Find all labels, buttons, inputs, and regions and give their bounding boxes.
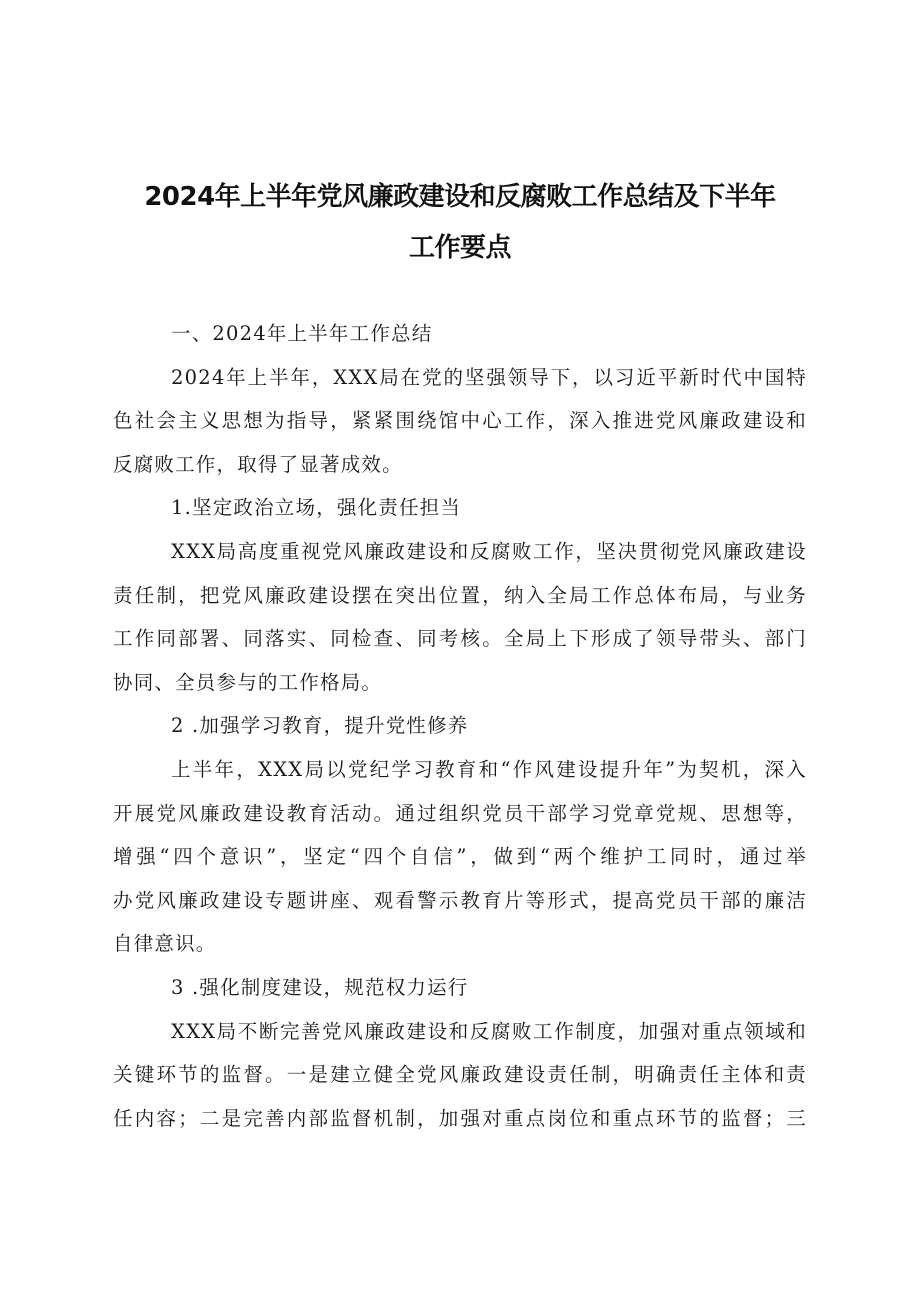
text-line: 开展党风廉政建设教育活动。通过组织党员干部学习党章党规、思想等， bbox=[113, 801, 807, 825]
text-line: 一、2024年上半年工作总结 bbox=[171, 322, 433, 345]
text-line: XXX局不断完善党风廉政建设和反腐败工作制度，加强对重点领域和 bbox=[171, 1019, 807, 1043]
text-line: 关键环节的监督。一是建立健全党风廉政建设责任制，明确责任主体和责 bbox=[113, 1063, 807, 1087]
text-line: 2 .加强学习教育，提升党性修养 bbox=[171, 714, 469, 738]
text-line: 2024年上半年，XXX局在党的坚强领导下，以习近平新时代中国特 bbox=[171, 365, 807, 389]
text-line: 反腐败工作，取得了显著成效。 bbox=[113, 452, 403, 476]
document-body bbox=[113, 312, 807, 1140]
text-line: 1.坚定政治立场，强化责任担当 bbox=[171, 496, 462, 520]
text-line: 协同、全员参与的工作格局。 bbox=[113, 670, 383, 694]
text-line: XXX局高度重视党风廉政建设和反腐败工作，坚决贯彻党风廉政建设 bbox=[171, 539, 807, 563]
text-line: 色社会主义思想为指导，紧紧围绕馆中心工作，深入推进党风廉政建设和 bbox=[113, 409, 807, 433]
text-line: 上半年，XXX局以党纪学习教育和“作风建设提升年”为契机，深入 bbox=[171, 757, 807, 781]
text-line: 增强“四个意识”，坚定“四个自信”，做到“两个维护工同时，通过举 bbox=[113, 845, 807, 869]
document-title-line-1: 2024年上半年党风廉政建设和反腐败工作总结及下半年 bbox=[144, 182, 776, 212]
text-line: 3 .强化制度建设，规范权力运行 bbox=[171, 975, 469, 999]
text-line: 责任制，把党风廉政建设摆在突出位置，纳入全局工作总体布局，与业务 bbox=[113, 583, 807, 607]
text-line: 自律意识。 bbox=[113, 932, 217, 956]
document-title-line-2: 工作要点 bbox=[408, 233, 511, 263]
text-line: 办党风廉政建设专题讲座、观看警示教育片等形式，提高党员干部的廉洁 bbox=[113, 888, 807, 912]
text-line: 任内容；二是完善内部监督机制，加强对重点岗位和重点环节的监督；三 bbox=[113, 1106, 807, 1130]
text-line: 工作同部署、同落实、同检查、同考核。全局上下形成了领导带头、部门 bbox=[113, 627, 807, 651]
